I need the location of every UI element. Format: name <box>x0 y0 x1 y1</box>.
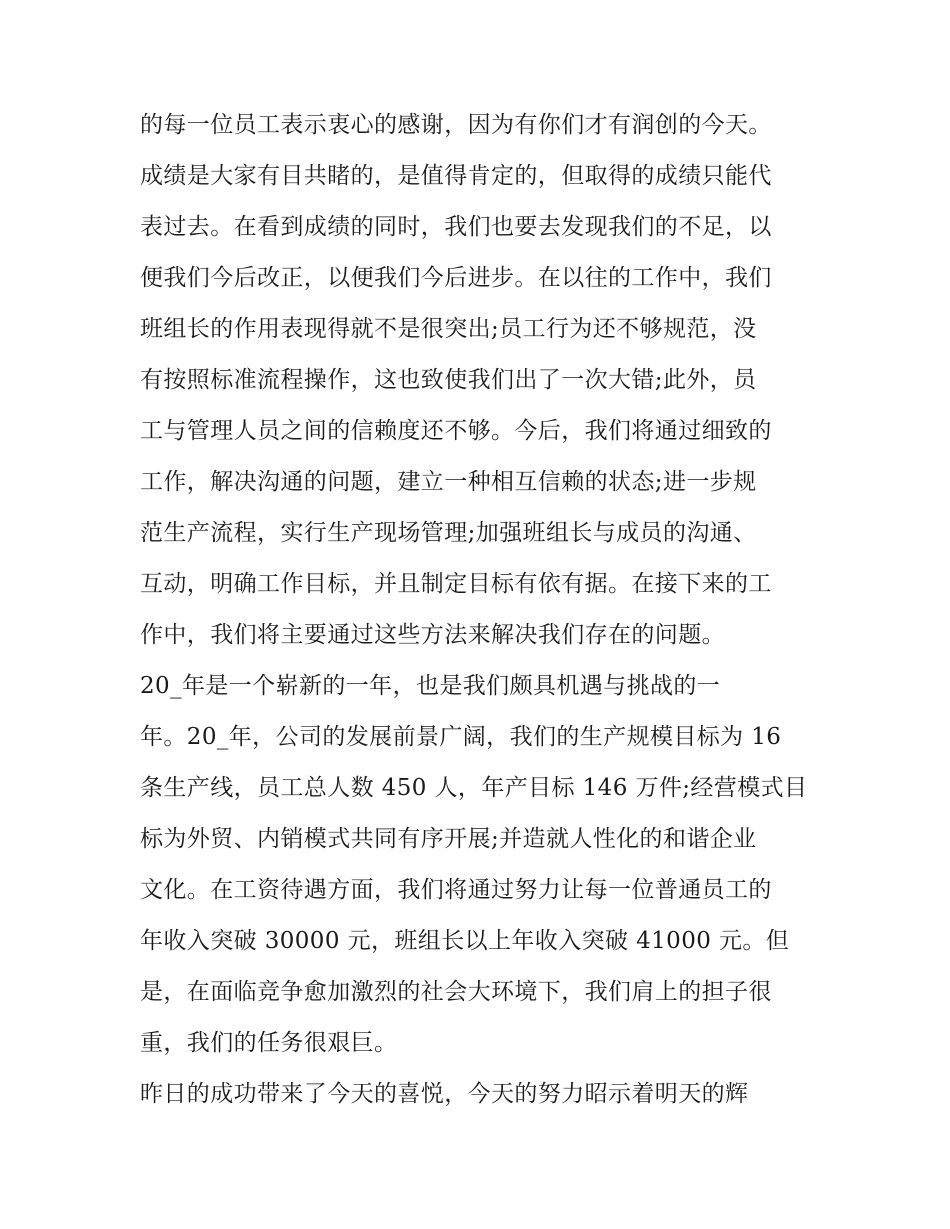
text-line-20: 昨日的成功带来了今天的喜悦，今天的努力昭示着明天的辉 <box>140 1081 749 1107</box>
text-line-5: 班组长的作用表现得就不是很突出;员工行为还不够规范，没 <box>140 316 757 342</box>
text-line-9: 范生产流程，实行生产现场管理;加强班组长与成员的沟通、 <box>140 520 757 546</box>
text-line-4: 便我们今后改正，以便我们今后进步。在以往的工作中，我们 <box>140 265 772 291</box>
text-line-11: 作中，我们将主要通过这些方法来解决我们存在的问题。 <box>140 622 725 648</box>
text-line-17: 年收入突破 30000 元，班组长以上年收入突破 41000 元。但 <box>140 928 790 954</box>
text-line-3: 表过去。在看到成绩的同时，我们也要去发现我们的不足，以 <box>140 214 772 240</box>
text-line-6: 有按照标准流程操作，这也致使我们出了一次大错;此外，员 <box>140 367 757 393</box>
text-line-16: 文化。在工资待遇方面，我们将通过努力让每一位普通员工的 <box>140 877 772 903</box>
text-line-15: 标为外贸、内销模式共同有序开展;并造就人性化的和谐企业 <box>140 826 757 852</box>
text-line-7: 工与管理人员之间的信赖度还不够。今后，我们将通过细致的 <box>140 418 772 444</box>
text-line-12: 20_年是一个崭新的一年，也是我们颇具机遇与挑战的一 <box>140 673 721 699</box>
text-line-19: 重，我们的任务很艰巨。 <box>140 1030 398 1056</box>
text-line-2: 成绩是大家有目共睹的，是值得肯定的，但取得的成绩只能代 <box>140 163 772 189</box>
text-line-1: 的每一位员工表示衷心的感谢，因为有你们才有润创的今天。 <box>140 112 772 138</box>
text-line-14: 条生产线，员工总人数 450 人，年产目标 146 万件;经营模式目 <box>140 775 808 801</box>
text-line-18: 是，在面临竞争愈加激烈的社会大环境下，我们肩上的担子很 <box>140 979 772 1005</box>
text-line-13: 年。20_年，公司的发展前景广阔，我们的生产规模目标为 16 <box>140 724 782 750</box>
text-line-10: 互动，明确工作目标，并且制定目标有依有据。在接下来的工 <box>140 571 772 597</box>
text-line-8: 工作，解决沟通的问题，建立一种相互信赖的状态;进一步规 <box>140 469 757 495</box>
